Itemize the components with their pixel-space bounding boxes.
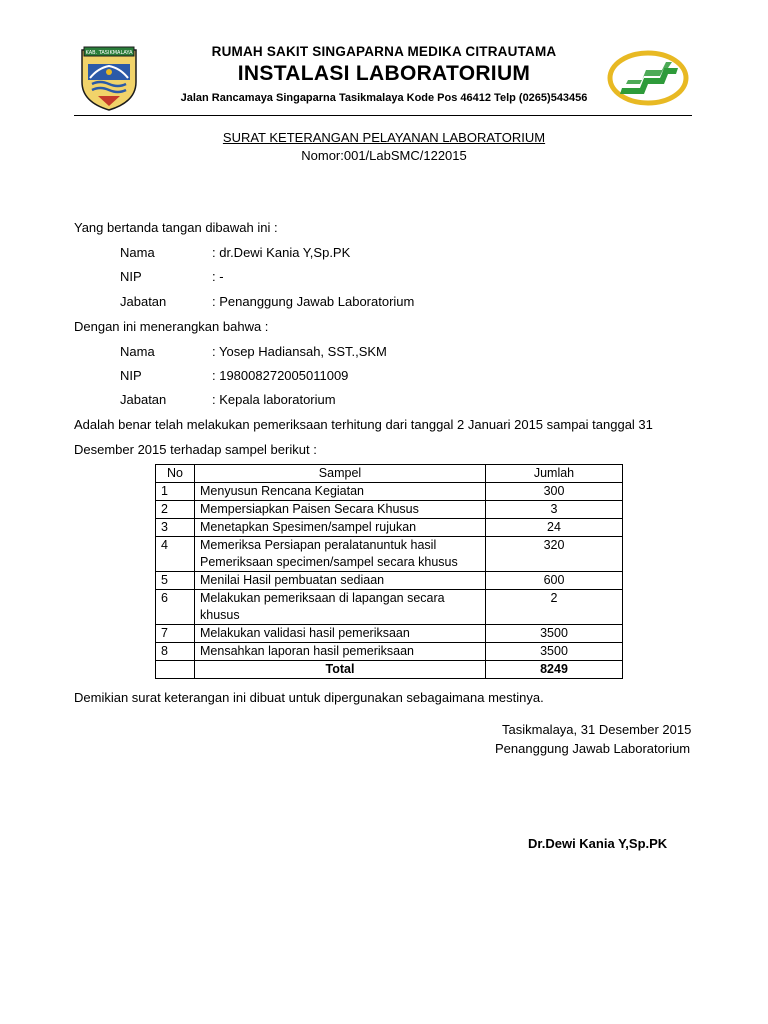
subject-name-value: : Yosep Hadiansah, SST.,SKM bbox=[212, 344, 387, 359]
total-label: Total bbox=[195, 661, 486, 679]
row-sampel bbox=[195, 590, 486, 625]
letter-number: Nomor:001/LabSMC/122015 bbox=[301, 148, 467, 163]
total-value: 8249 bbox=[486, 661, 623, 679]
table-row bbox=[156, 501, 623, 519]
row-sampel: Melakukan validasi hasil pemeriksaan bbox=[195, 625, 486, 643]
header-divider bbox=[74, 115, 692, 116]
signer-name-label: Nama bbox=[120, 245, 155, 260]
row-no: 6 bbox=[156, 590, 195, 625]
table-total-row bbox=[156, 661, 623, 679]
row-no: 4 bbox=[156, 537, 195, 572]
table-row bbox=[156, 590, 623, 625]
row-no: 1 bbox=[156, 483, 195, 501]
header-no: No bbox=[156, 465, 195, 483]
row-sampel: Menyusun Rencana Kegiatan bbox=[195, 483, 486, 501]
row-sampel: Mensahkan laporan hasil pemeriksaan bbox=[195, 643, 486, 661]
row-sampel: Menilai Hasil pembuatan sediaan bbox=[195, 572, 486, 590]
declare-text: Dengan ini menerangkan bahwa : bbox=[74, 319, 269, 334]
signer-position-label: Jabatan bbox=[120, 294, 167, 309]
row-sampel-line2: Pemeriksaan specimen/sampel secara khusus bbox=[200, 555, 458, 569]
row-no: 8 bbox=[156, 643, 195, 661]
subject-position-label: Jabatan bbox=[120, 392, 167, 407]
header-sampel: Sampel bbox=[195, 465, 486, 483]
table-row bbox=[156, 572, 623, 590]
row-no: 2 bbox=[156, 501, 195, 519]
subject-position-value: : Kepala laboratorium bbox=[212, 392, 336, 407]
signer-name-value: : dr.Dewi Kania Y,Sp.PK bbox=[212, 245, 351, 260]
row-sampel: Menetapkan Spesimen/sampel rujukan bbox=[195, 519, 486, 537]
row-no: 3 bbox=[156, 519, 195, 537]
address: Jalan Rancamaya Singaparna Tasikmalaya Kode Pos 46412 Telp (0265)543456 bbox=[180, 92, 588, 104]
row-jumlah: 24 bbox=[486, 519, 623, 537]
row-sampel bbox=[195, 537, 486, 572]
unit-name: INSTALASI LABORATORIUM bbox=[237, 62, 531, 85]
row-jumlah: 3500 bbox=[486, 643, 623, 661]
signer-position: Penanggung Jawab Laboratorium bbox=[495, 741, 691, 756]
emblem-banner-text: KAB. TASIKMALAYA bbox=[85, 50, 133, 56]
subject-nip-label: NIP bbox=[120, 368, 142, 383]
header-jumlah: Jumlah bbox=[486, 465, 623, 483]
signer-position-value: : Penanggung Jawab Laboratorium bbox=[212, 294, 415, 309]
hospital-name: RUMAH SAKIT SINGAPARNA MEDIKA CITRAUTAMA bbox=[211, 44, 557, 59]
body-text-line1: Adalah benar telah melakukan pemeriksaan terhitung dari tanggal 2 Januari 2015 sampai tanggal 31 bbox=[74, 417, 653, 432]
body-text-line2: Desember 2015 terhadap sampel berikut : bbox=[74, 442, 317, 457]
row-sampel-line1: Memeriksa Persiapan peralatanuntuk hasil bbox=[200, 538, 437, 552]
subject-name-label: Nama bbox=[120, 344, 155, 359]
row-sampel-line2: khusus bbox=[200, 608, 240, 622]
row-jumlah: 3 bbox=[486, 501, 623, 519]
row-sampel-line1: Melakukan pemeriksaan di lapangan secara bbox=[200, 591, 445, 605]
row-jumlah: 320 bbox=[486, 537, 623, 572]
signer-nip-label: NIP bbox=[120, 269, 142, 284]
row-jumlah: 3500 bbox=[486, 625, 623, 643]
intro-text: Yang bertanda tangan dibawah ini : bbox=[74, 220, 278, 235]
total-no-cell bbox=[156, 661, 195, 679]
row-no: 5 bbox=[156, 572, 195, 590]
signer-nip-value: : - bbox=[212, 269, 224, 284]
signer-name: Dr.Dewi Kania Y,Sp.PK bbox=[528, 836, 668, 851]
row-jumlah: 600 bbox=[486, 572, 623, 590]
letter-title: SURAT KETERANGAN PELAYANAN LABORATORIUM bbox=[222, 130, 546, 145]
sample-table bbox=[155, 464, 623, 679]
table-row bbox=[156, 519, 623, 537]
table-row bbox=[156, 537, 623, 572]
table-row bbox=[156, 483, 623, 501]
subject-nip-value: : 198008272005011009 bbox=[212, 368, 349, 383]
place-date: Tasikmalaya, 31 Desember 2015 bbox=[502, 722, 692, 737]
row-jumlah: 300 bbox=[486, 483, 623, 501]
closing-text: Demikian surat keterangan ini dibuat untuk dipergunakan sebagaimana mestinya. bbox=[74, 690, 544, 705]
row-sampel: Mempersiapkan Paisen Secara Khusus bbox=[195, 501, 486, 519]
row-jumlah: 2 bbox=[486, 590, 623, 625]
table-row bbox=[156, 625, 623, 643]
table-header-row bbox=[156, 465, 623, 483]
row-no: 7 bbox=[156, 625, 195, 643]
table-row bbox=[156, 643, 623, 661]
